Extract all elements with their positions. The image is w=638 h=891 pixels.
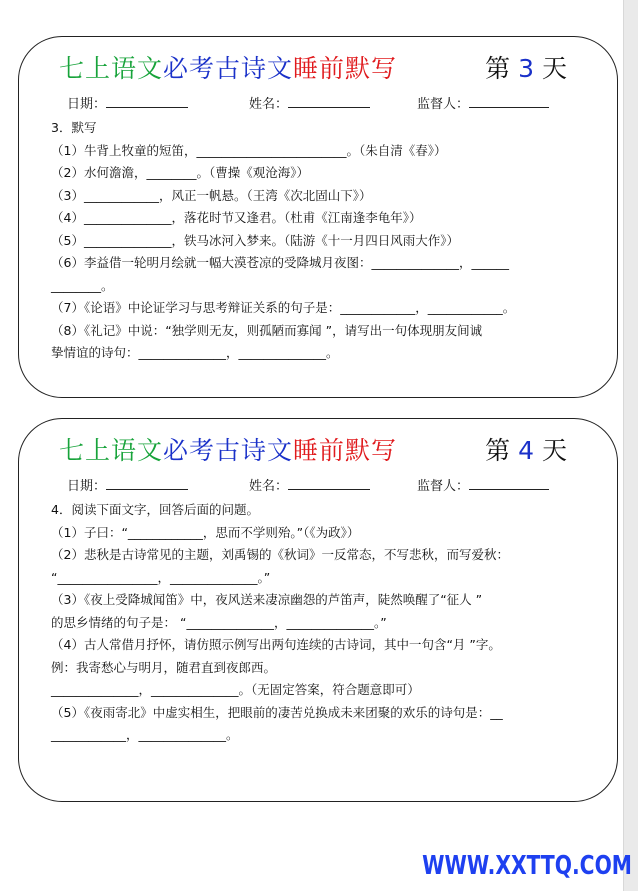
card-title [59,431,397,467]
name-field[interactable] [249,93,370,112]
question-line: （1）牛背上牧童的短笛，________________________。（朱自清《春》） [51,142,447,158]
question-line: （7）《论语》中论证学习与思考辩证关系的句子是：____________，____________。 [51,300,516,315]
day-suffix: 天 [541,436,567,465]
date-label: 日期： [67,479,107,494]
question-line: （5）______________，铁马冰河入梦来。（陆游《十一月四日风雨大作》） [51,232,459,248]
question-line: （1）子曰：“____________，思而不学则殆。”（《为政》） [51,524,360,540]
date-label: 日期： [67,97,107,112]
question-block [51,117,603,365]
question-line: （2）悲秋是古诗常见的主题，刘禹锡的《秋词》一反常态，不写悲秋，而写爱秋： [51,547,509,562]
supervisor-label: 监督人： [417,479,470,494]
worksheet-card-day-4 [18,418,618,802]
card-title-row [59,49,597,89]
site-watermark: WWW.XXTTQ.COM [422,851,632,881]
name-blank[interactable] [288,94,370,108]
question-line: （4）古人常借月抒怀，请仿照示例写出两句连续的古诗词，其中一句含“月 ”字。 [51,637,501,652]
title-part-topic: 必考古诗文 [163,436,294,465]
question-line: ____________，______________。 [51,727,239,742]
day-prefix: 第 [485,436,511,465]
name-field[interactable] [249,475,370,494]
date-blank[interactable] [106,476,188,490]
supervisor-blank[interactable] [469,476,549,490]
name-label: 姓名： [249,479,289,494]
question-heading: 3．默写 [51,120,97,135]
title-part-grade: 七上语文 [59,436,164,465]
page-edge-strip [623,0,638,891]
name-label: 姓名： [249,97,289,112]
title-part-task: 睡前默写 [293,54,398,83]
question-line: （5）《夜雨寄北》中虚实相生，把眼前的凄苦兑换成未来团聚的欢乐的诗句是：__ [51,704,503,720]
question-line: （2）水何澹澹，________。（曹操《观沧海》） [51,165,309,180]
day-label [485,431,567,467]
question-line: 例：我寄愁心与明月，随君直到夜郎西。 [51,659,277,675]
question-line: “________________，______________。” [51,569,271,585]
supervisor-field[interactable] [417,475,549,494]
question-block [51,499,603,747]
day-number: 4 [518,436,535,465]
question-line: （4）______________，落花时节又逢君。（杜甫《江南逢李龟年》） [51,210,422,225]
question-line: （3）____________，风正一帆悬。（王湾《次北固山下》） [51,187,372,203]
question-line: （3）《夜上受降城闻笛》中，夜风送来凄凉幽怨的芦笛声，陡然唤醒了“征人 ” [51,592,483,607]
day-label [485,49,567,85]
question-line: ________。 [51,277,114,293]
date-field[interactable] [67,475,188,494]
card-title [59,49,397,85]
title-part-task: 睡前默写 [293,436,398,465]
date-blank[interactable] [106,94,188,108]
day-suffix: 天 [541,54,567,83]
question-line: 的思乡情绪的句子是： “______________，______________。” [51,614,387,630]
question-line: （8）《礼记》中说：“独学则无友，则孤陋而寡闻 ”，请写出一句体现朋友间诚 [51,322,483,338]
day-prefix: 第 [485,54,511,83]
meta-row [19,475,617,495]
day-number: 3 [518,54,535,83]
card-title-row [59,431,597,471]
supervisor-label: 监督人： [417,97,470,112]
question-line: 挚情谊的诗句：______________，______________。 [51,345,339,360]
worksheet-card-day-3 [18,36,618,398]
title-part-grade: 七上语文 [59,54,164,83]
date-field[interactable] [67,93,188,112]
question-line: ______________，______________。（无固定答案，符合题意即可） [51,682,420,697]
meta-row [19,93,617,113]
name-blank[interactable] [288,476,370,490]
question-line: （6）李益借一轮明月绘就一幅大漠苍凉的受降城月夜图：______________，______ [51,255,509,270]
title-part-topic: 必考古诗文 [163,54,294,83]
question-heading: 4．阅读下面文字，回答后面的问题。 [51,502,259,517]
supervisor-field[interactable] [417,93,549,112]
supervisor-blank[interactable] [469,94,549,108]
